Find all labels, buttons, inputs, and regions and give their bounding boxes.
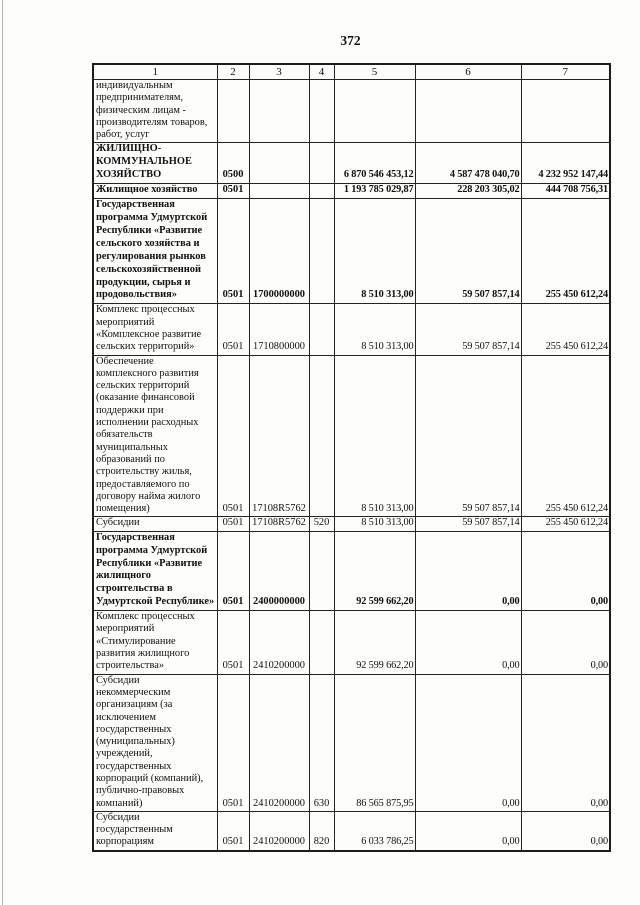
amount-cell: 0,00 — [415, 611, 521, 674]
table-body — [93, 80, 610, 851]
scan-edge-line — [2, 0, 3, 905]
section-code-cell: 0501 — [217, 674, 249, 811]
expense-type-cell — [309, 199, 334, 304]
expense-type-cell — [309, 304, 334, 355]
amount-cell — [415, 80, 521, 143]
expense-type-cell — [309, 531, 334, 610]
section-code-cell: 0500 — [217, 143, 249, 184]
section-code-cell: 0501 — [217, 517, 249, 531]
target-article-cell: 2410200000 — [249, 674, 309, 811]
amount-cell: 0,00 — [521, 611, 610, 674]
amount-cell: 6 033 786,25 — [334, 811, 415, 850]
amount-cell: 255 450 612,24 — [521, 304, 610, 355]
amount-cell: 92 599 662,20 — [334, 531, 415, 610]
row-name-cell: Субсидии государственным корпорациям — [93, 811, 217, 850]
section-code-cell — [217, 80, 249, 143]
column-header: 6 — [415, 64, 521, 80]
target-article-cell — [249, 143, 309, 184]
table-row — [93, 531, 610, 610]
column-header: 1 — [93, 64, 217, 80]
expense-type-cell — [309, 143, 334, 184]
column-header: 5 — [334, 64, 415, 80]
column-header: 7 — [521, 64, 610, 80]
target-article-cell: 1700000000 — [249, 199, 309, 304]
amount-cell — [521, 80, 610, 143]
amount-cell: 0,00 — [415, 674, 521, 811]
table-row — [93, 355, 610, 517]
amount-cell: 6 870 546 453,12 — [334, 143, 415, 184]
amount-cell: 4 232 952 147,44 — [521, 143, 610, 184]
amount-cell: 228 203 305,02 — [415, 184, 521, 199]
target-article-cell — [249, 80, 309, 143]
amount-cell: 8 510 313,00 — [334, 355, 415, 517]
section-code-cell: 0501 — [217, 611, 249, 674]
amount-cell: 59 507 857,14 — [415, 517, 521, 531]
target-article-cell: 17108R5762 — [249, 355, 309, 517]
table-row — [93, 517, 610, 531]
row-name-cell: Субсидии — [93, 517, 217, 531]
table-row — [93, 811, 610, 850]
table-row — [93, 611, 610, 674]
budget-table — [92, 63, 611, 852]
target-article-cell: 1710800000 — [249, 304, 309, 355]
column-header: 4 — [309, 64, 334, 80]
section-code-cell: 0501 — [217, 199, 249, 304]
table-header-row — [93, 64, 610, 80]
row-name-cell: Обеспечение комплексного развития сельских территорий (оказание финансовой поддержки при исполнении расходных обязательств муниципальных образований по строительству жилья, предоставляемого по договору найма жилого помещения) — [93, 355, 217, 517]
amount-cell: 0,00 — [415, 531, 521, 610]
target-article-cell: 2400000000 — [249, 531, 309, 610]
amount-cell: 255 450 612,24 — [521, 199, 610, 304]
table-row — [93, 304, 610, 355]
amount-cell: 86 565 875,95 — [334, 674, 415, 811]
amount-cell: 4 587 478 040,70 — [415, 143, 521, 184]
section-code-cell: 0501 — [217, 304, 249, 355]
amount-cell: 8 510 313,00 — [334, 304, 415, 355]
row-name-cell: Комплекс процессных мероприятий «Стимулирование развития жилищного строительства» — [93, 611, 217, 674]
amount-cell: 59 507 857,14 — [415, 199, 521, 304]
target-article-cell — [249, 184, 309, 199]
row-name-cell: Жилищное хозяйство — [93, 184, 217, 199]
table-row — [93, 674, 610, 811]
amount-cell — [334, 80, 415, 143]
amount-cell: 0,00 — [521, 531, 610, 610]
expense-type-cell: 630 — [309, 674, 334, 811]
row-name-cell: ЖИЛИЩНО-КОММУНАЛЬНОЕ ХОЗЯЙСТВО — [93, 143, 217, 184]
row-name-cell: Комплекс процессных мероприятий «Комплексное развитие сельских территорий» — [93, 304, 217, 355]
amount-cell: 0,00 — [521, 811, 610, 850]
page-number: 372 — [340, 33, 361, 48]
row-name-cell: индивидуальным предпринимателям, физическим лицам - производителям товаров, работ, услуг — [93, 80, 217, 143]
table-row — [93, 143, 610, 184]
amount-cell: 255 450 612,24 — [521, 355, 610, 517]
section-code-cell: 0501 — [217, 531, 249, 610]
expense-type-cell: 820 — [309, 811, 334, 850]
section-code-cell: 0501 — [217, 355, 249, 517]
amount-cell: 59 507 857,14 — [415, 355, 521, 517]
amount-cell: 255 450 612,24 — [521, 517, 610, 531]
amount-cell: 59 507 857,14 — [415, 304, 521, 355]
amount-cell: 8 510 313,00 — [334, 199, 415, 304]
amount-cell: 0,00 — [521, 674, 610, 811]
column-header: 2 — [217, 64, 249, 80]
column-header: 3 — [249, 64, 309, 80]
amount-cell: 8 510 313,00 — [334, 517, 415, 531]
section-code-cell: 0501 — [217, 811, 249, 850]
expense-type-cell — [309, 355, 334, 517]
row-name-cell: Государственная программа Удмуртской Республики «Развитие сельского хозяйства и регулирования рынков сельскохозяйственной продукции, сырья и продовольствия» — [93, 199, 217, 304]
section-code-cell: 0501 — [217, 184, 249, 199]
row-name-cell: Субсидии некоммерческим организациям (за исключением государственных (муниципальных) учреждений, государственных корпораций (компаний), публично-правовых компаний) — [93, 674, 217, 811]
amount-cell: 444 708 756,31 — [521, 184, 610, 199]
expense-type-cell: 520 — [309, 517, 334, 531]
target-article-cell: 2410200000 — [249, 611, 309, 674]
expense-type-cell — [309, 611, 334, 674]
table-row — [93, 80, 610, 143]
target-article-cell: 17108R5762 — [249, 517, 309, 531]
expense-type-cell — [309, 80, 334, 143]
amount-cell: 92 599 662,20 — [334, 611, 415, 674]
table-row — [93, 184, 610, 199]
amount-cell: 0,00 — [415, 811, 521, 850]
amount-cell: 1 193 785 029,87 — [334, 184, 415, 199]
row-name-cell: Государственная программа Удмуртской Республики «Развитие жилищного строительства в Удмуртской Республике» — [93, 531, 217, 610]
expense-type-cell — [309, 184, 334, 199]
target-article-cell: 2410200000 — [249, 811, 309, 850]
table-row — [93, 199, 610, 304]
